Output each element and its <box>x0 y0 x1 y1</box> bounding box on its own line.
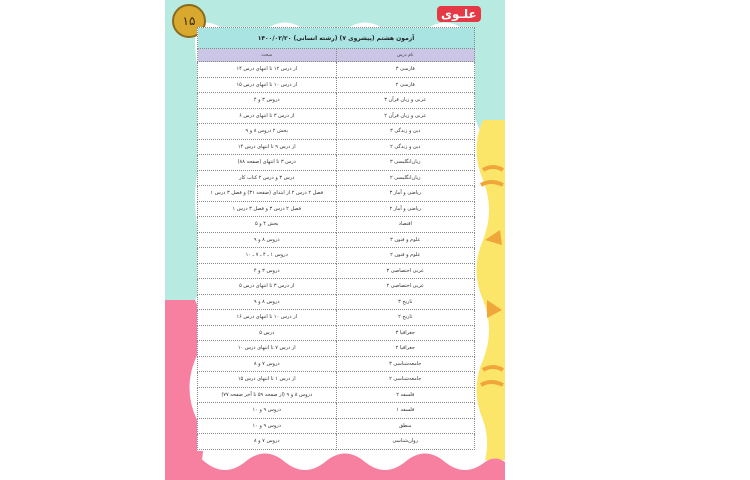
topic-cell: دروس ۳ و ۴ <box>198 93 337 109</box>
table-row <box>198 372 475 388</box>
topic-cell: دروس ۸ و ۹ (از صفحه ۵۹ تا آخر صفحه ۷۷) <box>198 387 337 403</box>
table-row <box>198 108 475 124</box>
topic-cell: درس ۳ تا انتهای (صفحه ۸۸) <box>198 155 337 171</box>
table-row <box>198 93 475 109</box>
topic-cell: دروس ۸ و ۹ <box>198 232 337 248</box>
subject-cell: عربی و زبان قرآن ۳ <box>336 93 475 109</box>
topic-cell: از درس ۷ تا انتهای درس ۱۰ <box>198 341 337 357</box>
topic-cell: دروس ۷ و ۸ <box>198 434 337 450</box>
subject-cell: فارسی ۲ <box>336 77 475 93</box>
subject-cell: اقتصاد <box>336 217 475 233</box>
subject-cell: زبان‌انگلیسی ۳ <box>336 155 475 171</box>
table-row <box>198 310 475 326</box>
topic-cell: از درس ۹ تا انتهای درس ۱۴ <box>198 139 337 155</box>
subject-cell: جغرافیا ۳ <box>336 325 475 341</box>
table-row <box>198 387 475 403</box>
topic-cell: درس ۵ <box>198 325 337 341</box>
page-number: ۱۵ <box>182 14 196 28</box>
table-row <box>198 263 475 279</box>
topic-cell: دروس ۸ و ۹ <box>198 294 337 310</box>
subject-cell: ریاضی و آمار ۳ <box>336 186 475 202</box>
topic-cell: از درس ۱۲ تا انتهای درس ۱۴ <box>198 62 337 78</box>
topic-cell: دروس ۳ و ۴ <box>198 263 337 279</box>
subject-cell: جغرافیا ۲ <box>336 341 475 357</box>
table-row <box>198 434 475 450</box>
subject-cell: دین و زندگی ۳ <box>336 124 475 140</box>
table-row <box>198 155 475 171</box>
subject-cell: عربی اختصاصی ۳ <box>336 263 475 279</box>
topic-cell: از درس ۱۰ تا انتهای درس ۱۵ <box>198 77 337 93</box>
table-row <box>198 418 475 434</box>
subject-cell: فلسفه ۱ <box>336 403 475 419</box>
exam-topics-table <box>197 27 475 450</box>
subject-cell: منطق <box>336 418 475 434</box>
topic-cell: از درس ۳ تا انتهای درس ۶ <box>198 108 337 124</box>
table-title-row <box>198 28 475 49</box>
topic-cell: از درس ۳ تا انتهای درس ۵ <box>198 279 337 295</box>
topic-cell: از درس ۱ تا انتهای درس ۱۵ <box>198 372 337 388</box>
table-row <box>198 170 475 186</box>
table-row <box>198 403 475 419</box>
subject-cell: زبان‌انگلیسی ۲ <box>336 170 475 186</box>
table-row <box>198 341 475 357</box>
subject-cell: علوم و فنون ۳ <box>336 232 475 248</box>
topic-cell: بخش ۲ دروس ۸ و ۹ <box>198 124 337 140</box>
table-row <box>198 62 475 78</box>
table-row <box>198 248 475 264</box>
table-row <box>198 186 475 202</box>
header-topic: مبحث <box>198 49 337 62</box>
topic-cell: فصل ۲ درس ۳ و فصل ۳ درس ۱ <box>198 201 337 217</box>
exam-page <box>165 0 505 480</box>
subject-cell: ریاضی و آمار ۲ <box>336 201 475 217</box>
subject-cell: عربی و زبان قرآن ۲ <box>336 108 475 124</box>
subject-cell: روان‌شناسی <box>336 434 475 450</box>
topic-cell: بخش ۴ و ۵ <box>198 217 337 233</box>
table-row <box>198 217 475 233</box>
topic-cell: فصل ۲ درس ۲ از ابتدای (صفحه ۳۱) و فصل ۳ درس ۱ <box>198 186 337 202</box>
subject-cell: جامعه‌شناسی ۳ <box>336 356 475 372</box>
table-row <box>198 232 475 248</box>
table-header-row <box>198 49 475 62</box>
table-row <box>198 201 475 217</box>
subject-cell: عربی اختصاصی ۲ <box>336 279 475 295</box>
subject-cell: جامعه‌شناسی ۲ <box>336 372 475 388</box>
header-subject: نام درس <box>336 49 475 62</box>
table-title: آزمون هشتم (پیشروی ۷) (رشته انسانی) ۱۴۰۰/۰۲/۲۰ <box>198 28 475 49</box>
brand-logo: علـوی <box>437 6 481 22</box>
topic-cell: دروس ۷ و ۸ <box>198 356 337 372</box>
subject-cell: دین و زندگی ۲ <box>336 139 475 155</box>
table-row <box>198 356 475 372</box>
exam-schedule-sheet <box>197 27 475 451</box>
table-row <box>198 124 475 140</box>
table-row <box>198 139 475 155</box>
topic-cell: از درس ۱۰ تا انتهای درس ۱۶ <box>198 310 337 326</box>
topic-cell: دروس ۹ و ۱۰ <box>198 418 337 434</box>
subject-cell: تاریخ ۳ <box>336 294 475 310</box>
table-row <box>198 279 475 295</box>
topic-cell: دروس ۹ و ۱۰ <box>198 403 337 419</box>
subject-cell: علوم و فنون ۲ <box>336 248 475 264</box>
subject-cell: فلسفه ۲ <box>336 387 475 403</box>
table-row <box>198 325 475 341</box>
topic-cell: درس ۳ و درس ۲ کتاب کار <box>198 170 337 186</box>
table-row <box>198 294 475 310</box>
subject-cell: تاریخ ۲ <box>336 310 475 326</box>
topic-cell: دروس ۱ ـ ۴ ـ ۷ ـ ۱۰ <box>198 248 337 264</box>
table-row <box>198 77 475 93</box>
subject-cell: فارسی ۳ <box>336 62 475 78</box>
